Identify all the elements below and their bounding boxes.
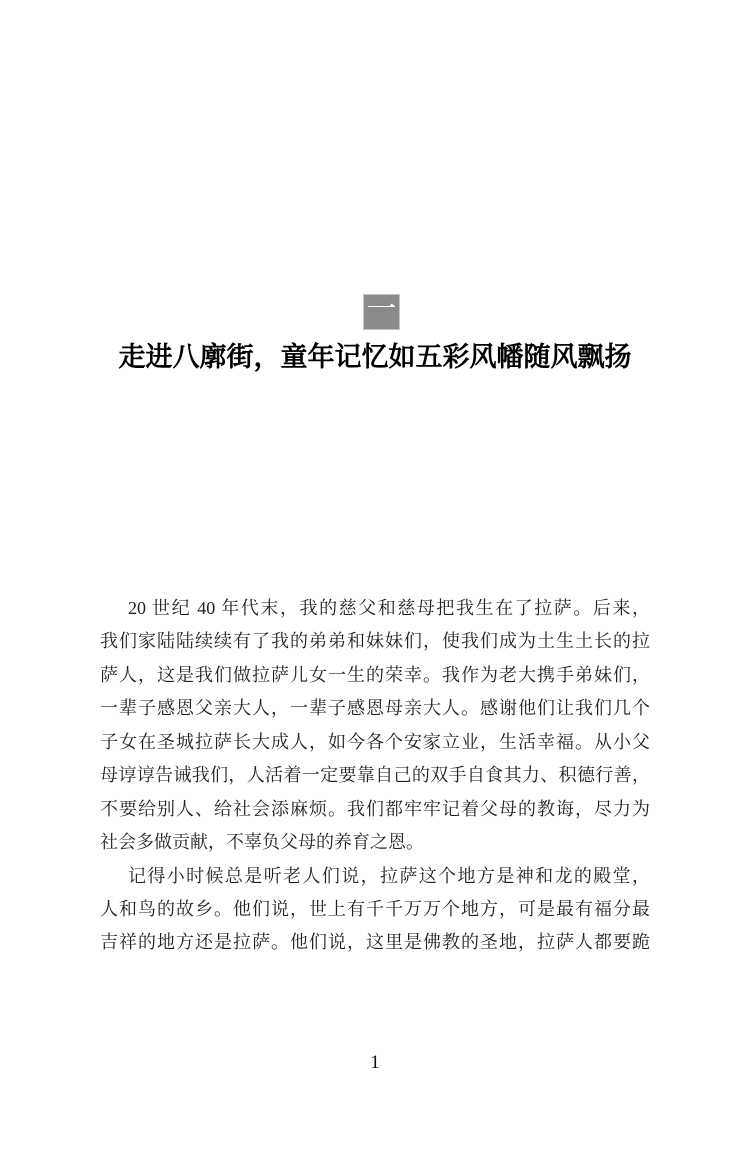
body-text-line: 一辈子感恩父亲大人，一辈子感恩母亲大人。感谢他们让我们几个 — [100, 698, 650, 719]
chapter-number: 一 — [366, 293, 397, 326]
paragraph-1 — [100, 592, 650, 860]
body-text-line: 社会多做贡献，不辜负父母的养育之恩。 — [100, 832, 424, 853]
body-text-line: 萨人，这是我们做拉萨儿女一生的荣幸。我作为老大携手弟妹们， — [100, 664, 650, 685]
paragraph-2 — [100, 860, 650, 960]
body-text-line: 20 世纪 40 年代末，我的慈父和慈母把我生在了拉萨。后来， — [128, 598, 650, 618]
chapter-number-badge — [363, 294, 400, 330]
chapter-title: 走进八廓街，童年记忆如五彩风幡随风飘扬 — [118, 342, 632, 372]
body-text-line: 人和鸟的故乡。他们说，世上有千千万万个地方，可是最有福分最 — [100, 898, 650, 919]
body-text — [100, 592, 650, 960]
body-text-line: 母谆谆告诫我们，人活着一定要靠自己的双手自食其力、积德行善， — [100, 765, 650, 786]
body-text-line: 我们家陆陆续续有了我的弟弟和妹妹们，使我们成为土生土长的拉 — [100, 631, 650, 652]
page-number: 1 — [370, 1052, 380, 1073]
body-text-line: 子女在圣城拉萨长大成人，如今各个安家立业，生活幸福。从小父 — [100, 731, 650, 752]
body-text-line: 吉祥的地方还是拉萨。他们说，这里是佛教的圣地，拉萨人都要跪 — [100, 932, 650, 953]
body-text-line: 记得小时候总是听老人们说，拉萨这个地方是神和龙的殿堂， — [128, 865, 650, 886]
body-text-line: 不要给别人、给社会添麻烦。我们都牢牢记着父母的教诲，尽力为 — [100, 798, 650, 819]
